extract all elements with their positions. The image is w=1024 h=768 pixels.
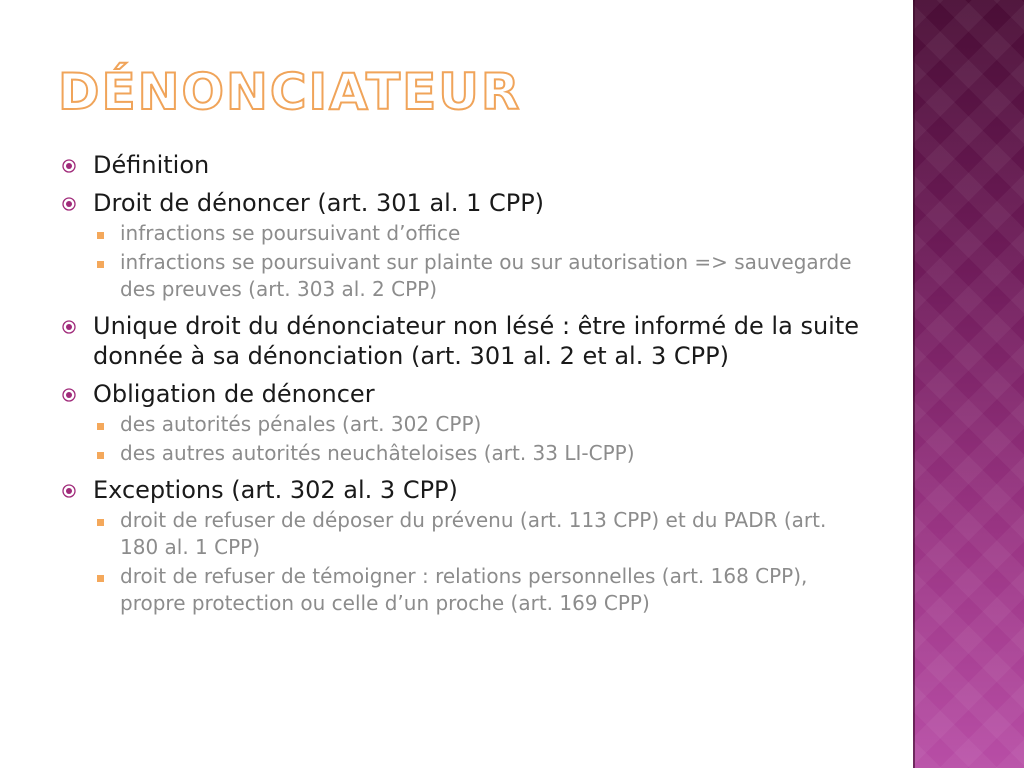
sub-bullet-item — [62, 563, 862, 617]
target-bullet-icon — [62, 159, 76, 173]
sub-bullet-text: des autorités pénales (art. 302 CPP) — [120, 412, 482, 436]
bullet-text: Exceptions (art. 302 al. 3 CPP) — [93, 476, 458, 504]
sub-bullet-item — [62, 249, 862, 303]
bullet-item-unique-droit — [62, 311, 862, 371]
sub-bullet-text: des autres autorités neuchâteloises (art. 33 LI-CPP) — [120, 441, 635, 465]
slide-title: DÉNONCIATEUR — [58, 63, 522, 121]
bullet-text: Obligation de dénoncer — [93, 380, 375, 408]
sub-bullet-item — [62, 440, 862, 467]
sub-bullet-text: infractions se poursuivant sur plainte ou sur autorisation => sauvegarde des preuves (art. 303 al. 2 CPP) — [120, 250, 852, 301]
decorative-side-band — [913, 0, 1024, 768]
bullet-item-droit-de-denoncer — [62, 188, 862, 218]
sub-bullet-item — [62, 411, 862, 438]
bullet-text: Définition — [93, 151, 210, 179]
square-bullet-icon — [97, 575, 104, 582]
side-band-edge — [913, 0, 915, 768]
bullet-text: Droit de dénoncer (art. 301 al. 1 CPP) — [93, 189, 545, 217]
diamond-pattern — [913, 0, 1024, 768]
square-bullet-icon — [97, 232, 104, 239]
sub-bullet-text: droit de refuser de témoigner : relations personnelles (art. 168 CPP), propre protection ou celle d’un proche (art. 169 CPP) — [120, 564, 808, 615]
square-bullet-icon — [97, 452, 104, 459]
sub-bullet-text: droit de refuser de déposer du prévenu (art. 113 CPP) et du PADR (art. 180 al. 1 CPP) — [120, 508, 827, 559]
bullet-item-definition — [62, 150, 862, 180]
target-bullet-icon — [62, 320, 76, 334]
square-bullet-icon — [97, 261, 104, 268]
bullet-text: Unique droit du dénonciateur non lésé : être informé de la suite donnée à sa dénonciation (art. 301 al. 2 et al. 3 CPP) — [93, 312, 859, 370]
bullet-item-exceptions — [62, 475, 862, 505]
sub-bullet-text: infractions se poursuivant d’office — [120, 221, 461, 245]
target-bullet-icon — [62, 197, 76, 211]
square-bullet-icon — [97, 519, 104, 526]
target-bullet-icon — [62, 388, 76, 402]
sub-bullet-item — [62, 507, 862, 561]
sub-bullet-item — [62, 220, 862, 247]
square-bullet-icon — [97, 423, 104, 430]
bullet-item-obligation — [62, 379, 862, 409]
bullet-list — [62, 150, 862, 617]
target-bullet-icon — [62, 484, 76, 498]
